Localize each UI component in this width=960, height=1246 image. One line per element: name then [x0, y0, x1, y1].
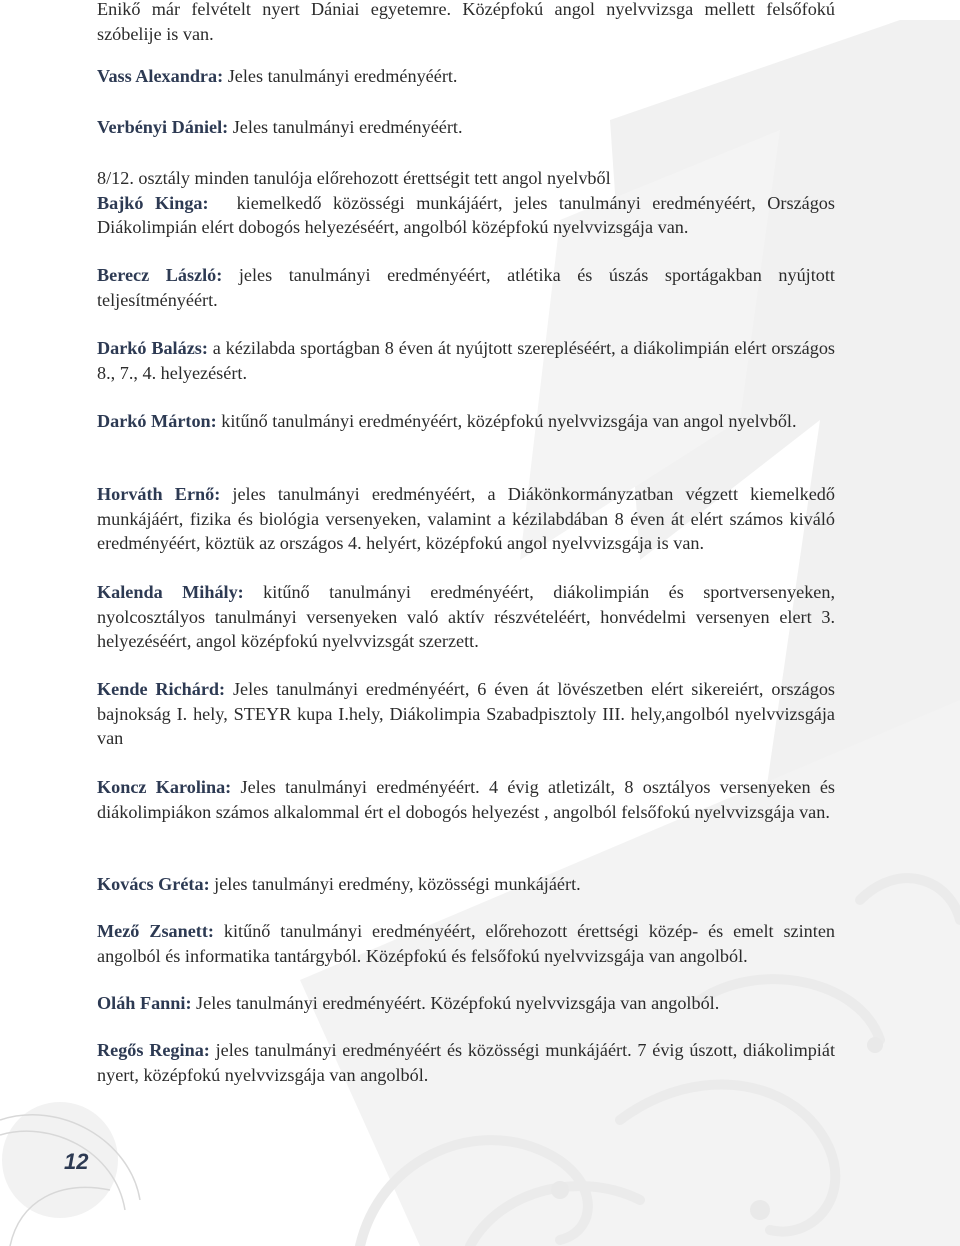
entry-text: Jeles tanulmányi eredményéért. — [223, 66, 458, 86]
entry-text: Jeles tanulmányi eredményéért. Középfokú nyelvvizsgája van angolból. — [191, 993, 720, 1013]
student-name: Darkó Márton: — [97, 411, 217, 431]
student-name: Koncz Karolina: — [97, 777, 232, 797]
entry-olah-fanni — [97, 991, 835, 1016]
student-name: Kalenda Mihály: — [97, 582, 244, 602]
entry-text: Jeles tanulmányi eredményéért. 4 évig atletizált, 8 osztályos versenyeken és diákolimpiákon számos alkalommal ért el dobogós helyezést , angolból felsőfokú nyelvvizsgája van. — [97, 777, 836, 822]
entry-kovacs-greta — [97, 872, 835, 897]
entry-text: jeles tanulmányi eredményéért és közösségi munkájáért. 7 évig úszott, diákolimpiát nyert, középfokú nyelvvizsgája van angolból. — [97, 1040, 835, 1085]
student-name: Regős Regina: — [97, 1040, 210, 1060]
paragraph-text: Enikő már felvételt nyert Dániai egyetemre. Középfokú angol nyelvvizsga mellett felsőfokú szóbelije is van. — [97, 0, 835, 44]
entry-darko-marton — [97, 409, 835, 434]
entry-mezo-zsanett — [97, 919, 835, 968]
student-name: Darkó Balázs: — [97, 338, 208, 358]
entry-text: Jeles tanulmányi eredményéért. — [228, 117, 463, 137]
entry-text: Jeles tanulmányi eredményéért, 6 éven át lövészetben elért sikereiért, országos bajnokság I. hely, STEYR kupa I.hely, Diákolimpia Szabadpisztoly III. hely,angolból nyelvvizsgája van — [97, 679, 835, 748]
entry-text: a kézilabda sportágban 8 éven át nyújtott szerepléséért, a diákolimpián elért országos 8., 7., 4. helyezésért. — [97, 338, 835, 383]
entry-text: kiemelkedő közösségi munkájáért, jeles tanulmányi eredményéért, Országos Diákolimpián elért dobogós helyezéséért, angolból középfokú nyelvvizsgája van. — [97, 192, 835, 237]
student-name: Verbényi Dániel: — [97, 117, 229, 137]
entry-regos-regina — [97, 1038, 835, 1087]
entry-verbenyi-daniel — [97, 115, 835, 140]
page-number: 12 — [64, 1149, 89, 1174]
entry-kalenda-mihaly — [97, 580, 835, 654]
student-name: Horváth Ernő: — [97, 484, 221, 504]
student-name: Vass Alexandra: — [97, 66, 224, 86]
entry-bajko-kinga — [97, 166, 835, 240]
class-heading: 8/12. osztály minden tanulója előrehozott érettségit tett angol nyelvből — [97, 168, 611, 188]
student-name: Oláh Fanni: — [97, 993, 192, 1013]
entry-text: kitűnő tanulmányi eredményéért, diákolimpián és sportversenyeken, nyolcosztályos tanulmányi versenyeken való aktív részvételéért, honvédelmi versenyen elert 3. helyezéséért, angol középfokú nyelvvizsgát szerzett. — [97, 582, 836, 651]
entry-horvath-erno — [97, 482, 835, 556]
entry-text: kitűnő tanulmányi eredményéért, középfokú nyelvvizsgája van angol nyelvből. — [216, 411, 797, 431]
entry-text: jeles tanulmányi eredményéért, a Diákönkormányzatban végzett kiemelkedő munkájáért, fizika és biológia versenyeken, valamint a kézilabdában 8 éven át elért számos kiváló eredményéért, köztük az országos 4. helyért, középfokú angol nyelvvizsgája is van. — [97, 484, 835, 553]
student-name: Kovács Gréta: — [97, 874, 210, 894]
entry-text: jeles tanulmányi eredményéért, atlétika és úszás sportágakban nyújtott teljesítményéért. — [97, 265, 835, 310]
student-name: Berecz László: — [97, 265, 223, 285]
entry-text: jeles tanulmányi eredmény, közösségi munkájáért. — [209, 874, 581, 894]
entry-kende-richard — [97, 677, 835, 751]
student-name: Mező Zsanett: — [97, 921, 214, 941]
paragraph-intro — [97, 0, 835, 46]
entry-vass-alexandra — [97, 64, 835, 89]
entry-koncz-karolina — [97, 775, 835, 824]
entry-text: kitűnő tanulmányi eredményéért, előrehozott érettségi közép- és emelt szinten angolból és informatika tantárgyból. Középfokú és felsőfokú nyelvvizsgája van angolból. — [97, 921, 835, 966]
entry-darko-balazs — [97, 336, 835, 385]
student-name: Bajkó Kinga: — [97, 192, 209, 213]
student-name: Kende Richárd: — [97, 679, 226, 699]
entry-berecz-laszlo — [97, 263, 835, 312]
